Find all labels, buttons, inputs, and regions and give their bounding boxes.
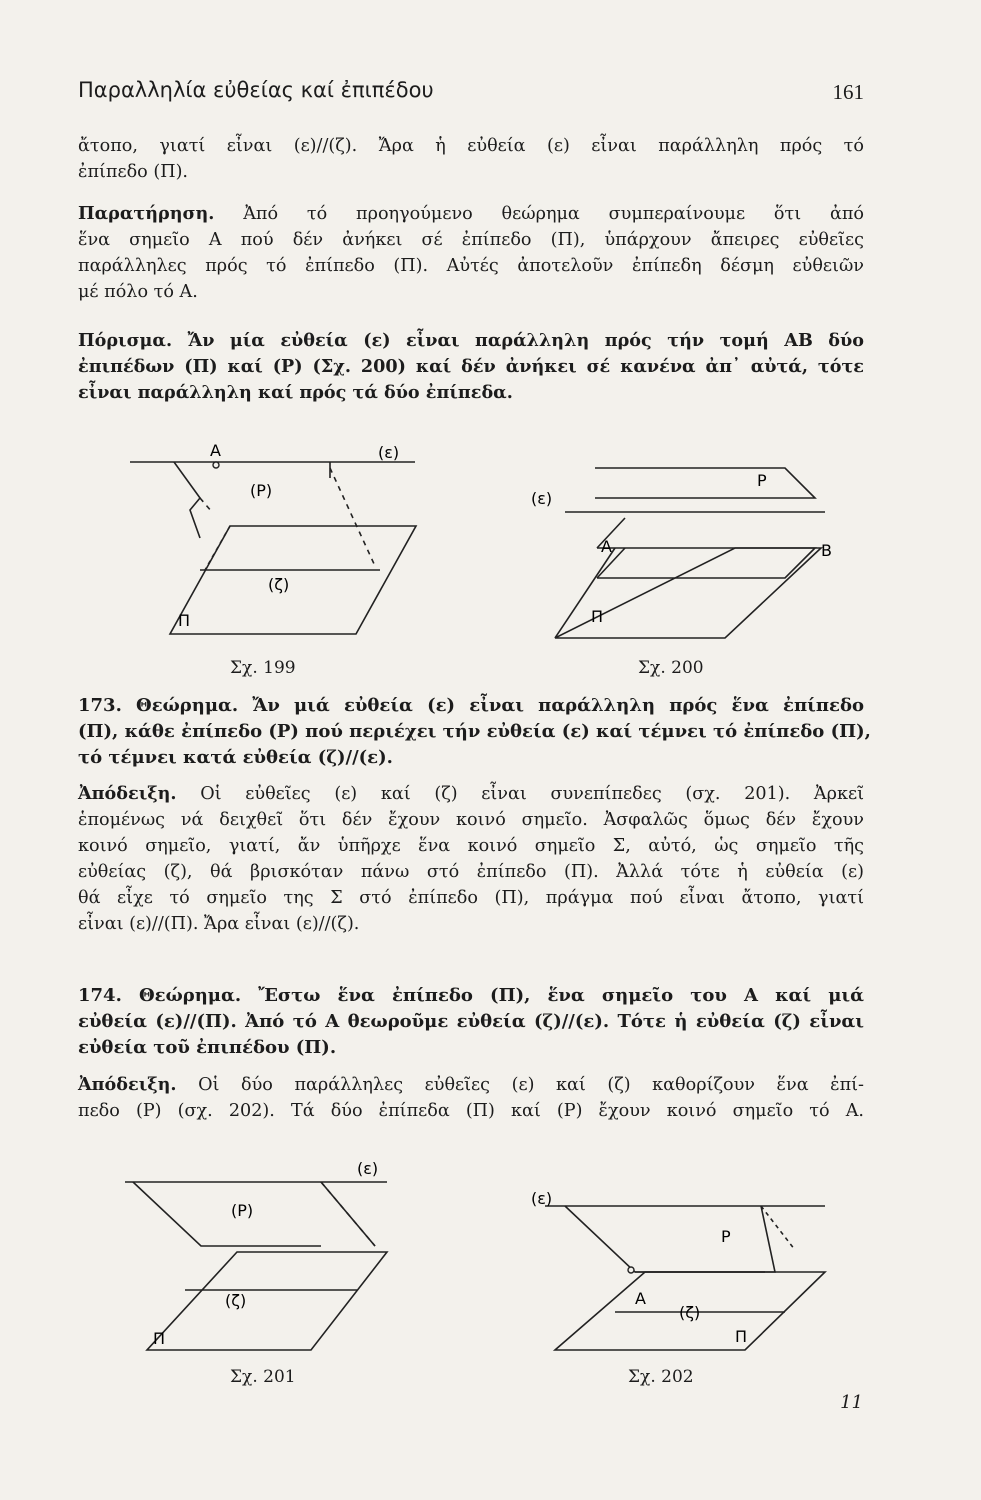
text-line: ἐπίπεδο (Π). [78,162,189,182]
figure-200-label-e: (ε) [531,489,553,508]
remark-paragraph [78,201,864,305]
figure-201-label-z: (ζ) [225,1291,247,1310]
figure-199 [130,438,420,658]
intro-paragraph [78,133,864,185]
text-line: τό τέμνει κατά εὐθεία (ζ)//(ε). [78,747,393,768]
proof-label: Ἀπόδειξη. [78,783,177,804]
text-line: Οἱ δύο παράλληλες εὐθεῖες (ε) καί (ζ) καθορίζουν ἕνα ἐπί- [176,1075,864,1095]
figure-199-label-e: (ε) [378,443,400,462]
figure-201-label-pi: Π [153,1329,166,1348]
text-line: εἶναι παράλληλη καί πρός τά δύο ἐπίπεδα. [78,382,513,403]
figure-202-label-e: (ε) [531,1189,553,1208]
figure-200-label-p: Ρ [757,471,767,490]
corollary-paragraph [78,328,864,406]
text-line: πεδο (Ρ) (σχ. 202). Τά δύο ἐπίπεδα (Π) καί (Ρ) ἔχουν κοινό σημεῖο τό Α. [78,1101,864,1121]
figure-201-drawing [125,1154,405,1364]
text-line: εὐθεία τοῦ ἐπιπέδου (Π). [78,1037,337,1058]
text-line: 174. Θεώρημα. Ἔστω ἕνα ἐπίπεδο (Π), ἕνα σημεῖο του Α καί μιά [78,985,864,1006]
figure-202-label-pi: Π [735,1327,748,1346]
text-line: Οἱ εὐθεῖες (ε) καί (ζ) εἶναι συνεπίπεδες (σχ. 201). Ἀρκεῖ [176,784,864,804]
text-line: θά εἶχε τό σημεῖο της Σ στό ἐπίπεδο (Π), πράγμα πού εἶναι ἄτοπο, γιατί [78,888,864,908]
figure-200-label-b: Β [821,541,832,560]
figure-202-label-z: (ζ) [679,1303,701,1322]
figure-200-drawing [525,448,835,648]
text-line: ἐπιπέδων (Π) καί (Ρ) (Σχ. 200) καί δέν ἀνήκει σέ κανένα ἀπ᾽ αὐτά, τότε [78,356,864,377]
remark-label: Παρατήρηση. [78,203,215,224]
text-line: 173. Θεώρημα. Ἄν μιά εὐθεία (ε) εἶναι παράλληλη πρός ἕνα ἐπίπεδο [78,695,864,716]
figure-201-label-e: (ε) [357,1159,379,1178]
text-line: εἶναι (ε)//(Π). Ἄρα εἶναι (ε)//(ζ). [78,914,360,934]
figure-200-caption: Σχ. 200 [638,658,704,678]
text-line: Ἀπό τό προηγούμενο θεώρημα συμπεραίνουμε ὅτι ἀπό [214,204,864,224]
figure-201-caption: Σχ. 201 [230,1367,296,1387]
figure-201 [125,1154,405,1364]
figure-201-label-p: (Ρ) [231,1201,254,1220]
running-title: Παραλληλία εὐθείας καί ἐπιπέδου [78,78,434,102]
figure-202-label-p: Ρ [721,1227,731,1246]
theorem-173 [78,693,871,771]
running-head [78,78,864,108]
figure-199-label-z: (ζ) [268,575,290,594]
proof-label: Ἀπόδειξη. [78,1074,177,1095]
figure-199-label-p: (Ρ) [250,481,273,500]
figure-199-label-a: Α [210,441,221,460]
text-line: ἑπομένως νά δειχθεῖ ὅτι δέν ἔχουν κοινό σημεῖο. Ἀσφαλῶς ὅμως δέν ἔχουν [78,810,864,830]
text-line: ἕνα σημεῖο Α πού δέν ἀνήκει σέ ἐπίπεδο (Π), ὑπάρχουν ἄπειρες εὐθεῖες [78,230,864,250]
figure-199-drawing [130,438,420,658]
figure-202 [525,1182,835,1362]
text-line: Πόρισμα. Ἄν μία εὐθεία (ε) εἶναι παράλληλη πρός τήν τομή ΑΒ δύο [78,330,864,351]
proof-173 [78,781,864,937]
theorem-174 [78,983,864,1061]
signature-mark: 11 [840,1392,863,1413]
figure-202-drawing [525,1182,835,1362]
text-line: παράλληλες πρός τό ἐπίπεδο (Π). Αὐτές ἀποτελοῦν ἐπίπεδη δέσμη εὐθειῶν [78,256,864,276]
page-number: 161 [832,80,864,104]
figure-200-label-a: Α [601,537,612,556]
text-line: (Π), κάθε ἐπίπεδο (Ρ) πού περιέχει τήν εὐθεία (ε) καί τέμνει τό ἐπίπεδο (Π), [78,721,871,742]
figure-199-label-pi: Π [178,611,191,630]
text-line: μέ πόλο τό Α. [78,282,198,302]
figure-200 [525,448,835,648]
text-line: ἄτοπο, γιατί εἶναι (ε)//(ζ). Ἄρα ἡ εὐθεία (ε) εἶναι παράλληλη πρός τό [78,136,864,156]
text-line: εὐθεία (ε)//(Π). Ἀπό τό Α θεωροῦμε εὐθεία (ζ)//(ε). Τότε ἡ εὐθεία (ζ) εἶναι [78,1011,864,1032]
figure-200-label-pi: Π [591,607,604,626]
proof-174 [78,1072,864,1124]
figure-199-caption: Σχ. 199 [230,658,296,678]
text-line: κοινό σημεῖο, γιατί, ἄν ὑπῆρχε ἕνα κοινό σημεῖο Σ, αὐτό, ὡς σημεῖο τῆς [78,836,864,856]
text-line: εὐθείας (ζ), θά βρισκόταν πάνω στό ἐπίπεδο (Π). Ἀλλά τότε ἡ εὐθεία (ε) [78,862,864,882]
figure-202-label-a: Α [635,1289,646,1308]
figure-202-caption: Σχ. 202 [628,1367,694,1387]
